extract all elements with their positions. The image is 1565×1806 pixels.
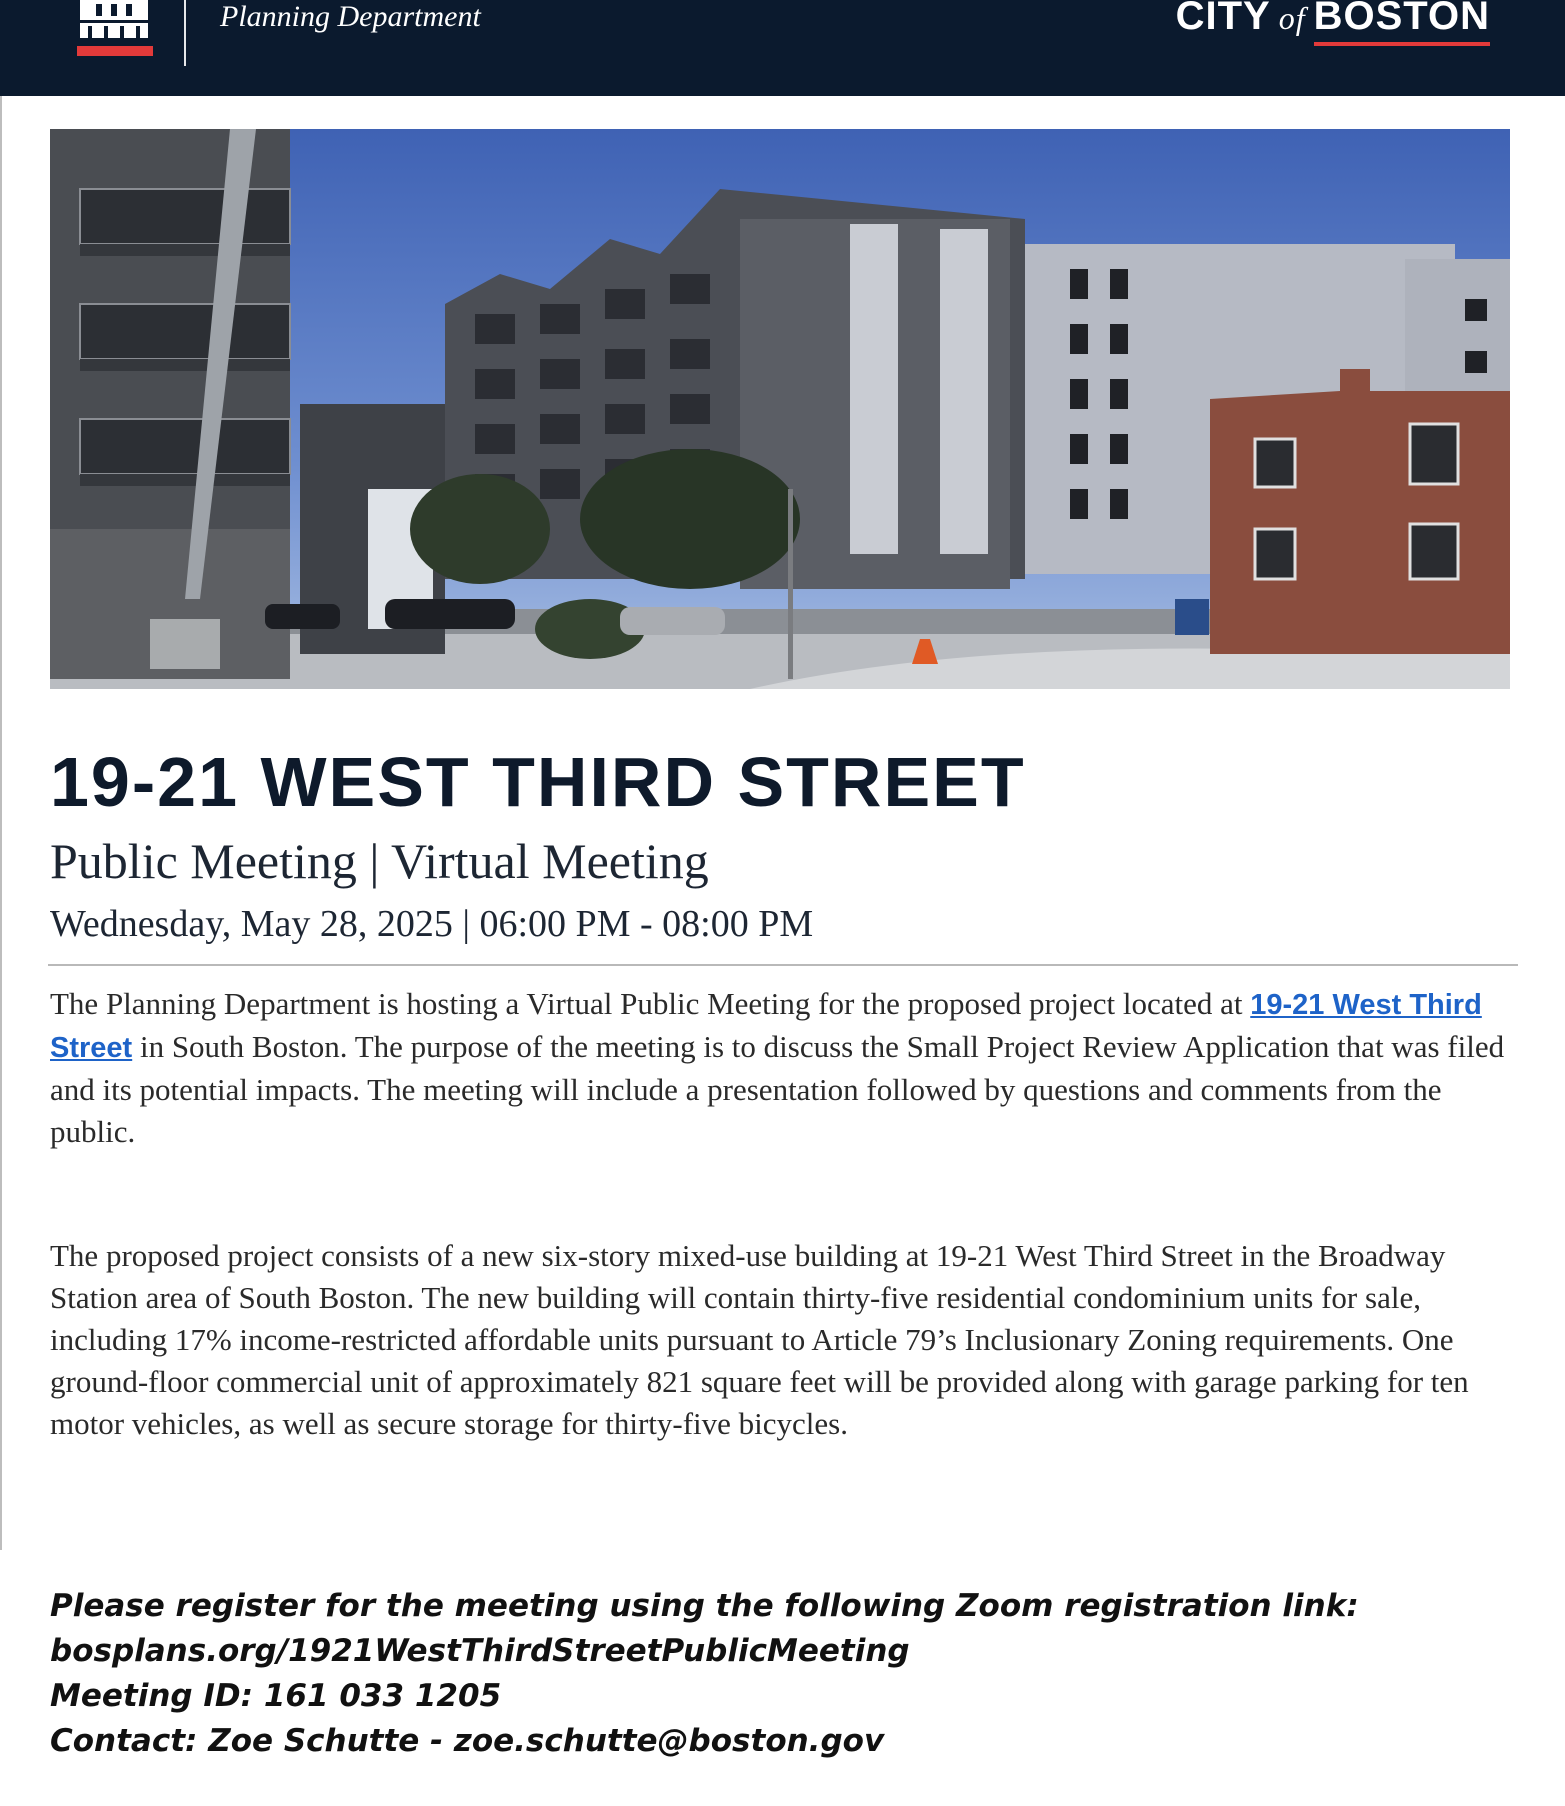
project-description-paragraph: The proposed project consists of a new six-story mixed-use building at 19-21 West Third Street in the Broadway Station area of South Boston. The new building will contain thirty-five residential condominium units for sale, including 17% income-restricted affordable units pursuant to Article 79’s Inclusionary Zoning requirements. One ground-floor commercial unit of approximately 821 square feet will be provided along with garage parking for ten motor vehicles, as well as secure storage for thirty-five bicycles. <box>50 1238 1469 1441</box>
section-divider <box>48 964 1518 966</box>
project-address-link[interactable]: 19-21 West Third Street <box>50 989 1482 1064</box>
logo-red-bar <box>77 46 153 56</box>
registration-link[interactable]: bosplans.org/1921WestThirdStreetPublicMeeting <box>50 1633 910 1669</box>
meeting-id: Meeting ID: 161 033 1205 <box>50 1678 502 1714</box>
department-name: Planning Department <box>220 0 481 33</box>
registration-info <box>50 1584 1520 1764</box>
city-of-boston-wordmark[interactable] <box>1176 0 1490 38</box>
site-header <box>0 0 1565 96</box>
header-divider <box>184 0 186 66</box>
intro-text-end: in South Boston. The purpose of the meeting is to discuss the Small Project Review Application that was filed and its potential impacts. The meeting will include a presentation followed by questions and comments from the public. <box>50 1029 1505 1149</box>
event-subtitle: Public Meeting | Virtual Meeting <box>50 833 709 889</box>
project-rendering-image <box>50 129 1510 689</box>
event-datetime: Wednesday, May 28, 2025 | 06:00 PM - 08:00 PM <box>50 903 814 945</box>
wordmark-city: CITY <box>1175 0 1271 38</box>
intro-paragraph <box>50 983 1520 1153</box>
contact-info: Contact: Zoe Schutte - zoe.schutte@boston.gov <box>50 1723 885 1759</box>
wordmark-boston: BOSTON <box>1314 0 1490 38</box>
wordmark-of: of <box>1278 0 1306 36</box>
registration-instruction: Please register for the meeting using the following Zoom registration link: <box>50 1588 1359 1624</box>
intro-text-start: The Planning Department is hosting a Virtual Public Meeting for the proposed project located at <box>50 986 1251 1021</box>
event-title: 19-21 WEST THIRD STREET <box>50 743 1026 821</box>
page-left-border <box>0 96 2 1550</box>
